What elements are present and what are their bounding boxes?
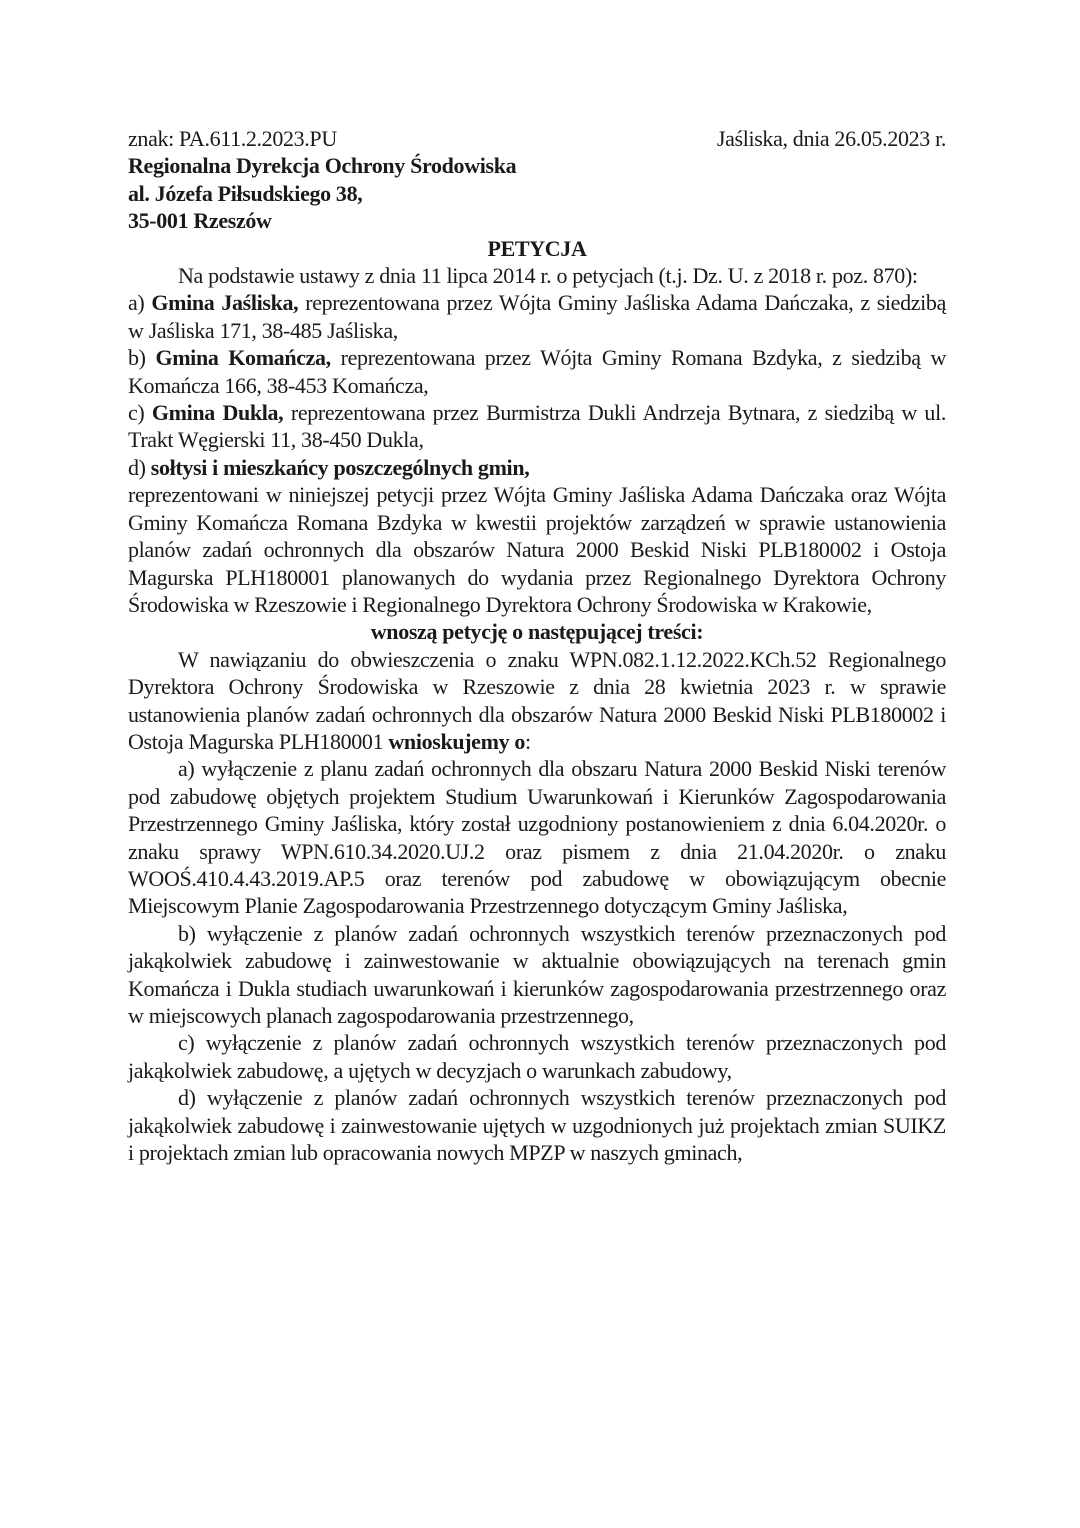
petitioner-marker: a) [128, 290, 152, 316]
place-and-date: Jaśliska, dnia 26.05.2023 r. [716, 126, 946, 151]
document-title: PETYCJA [487, 235, 587, 261]
recipient-city: 35-001 Rzeszów [128, 208, 272, 234]
petitioner-name: Gmina Dukla, [151, 400, 284, 426]
reference-paragraph [128, 646, 946, 756]
petitioner-item-d [128, 454, 946, 481]
request-item-d: d) wyłączenie z planów zadań ochronnych wszystkich terenów przeznaczonych pod jakąkolwiek zabudowę i zainwestowanie ujętych w uzgodnionych już projektach zmian SUIKZ i projektach zmian lub opracowania nowych MPZP w naszych gminach, [128, 1085, 946, 1166]
reference-emphasis: wnioskujemy o [388, 728, 526, 754]
request-item-a: a) wyłączenie z planu zadań ochronnych dla obszaru Natura 2000 Beskid Niski terenów pod zabudowę objętych projektem Studium Uwarunkowań i Kierunków Zagospodarowania Przestrzennego Gminy Jaśliska, który został uzgodniony postanowieniem z dnia 6.04.2020r. o znaku sprawy WPN.610.34.2020.UJ.2 oraz pismem z dnia 21.04.2020r. o znaku WOOŚ.410.4.43.2019.AP.5 oraz terenów pod zabudowę w obowiązującym obecnie Miejscowym Planie Zagospodarowania Przestrzennego dotyczącym Gminy Jaśliska, [128, 756, 946, 919]
document-header [128, 125, 946, 152]
recipient-street: al. Józefa Piłsudskiego 38, [128, 180, 363, 206]
representation-paragraph: reprezentowani w niniejszej petycji przez Wójta Gminy Jaśliska Adama Dańczaka oraz Wójta Gminy Komańcza Romana Bzdyka w kwestii projektów zarządzeń w sprawie ustanowienia planów zadań ochronnych dla obszarów Natura 2000 Beskid Niski PLB180002 i Ostoja Magurska PLH180001 planowanych do wydania przez Regionalnego Dyrektora Ochrony Środowiska w Rzeszowie i Regionalnego Dyrektora Ochrony Środowiska w Krakowie, [128, 482, 946, 617]
legal-basis-paragraph: Na podstawie ustawy z dnia 11 lipca 2014 r. o petycjach (t.j. Dz. U. z 2018 r. poz. 870): [178, 263, 918, 289]
reference-lead: W nawiązaniu do obwieszczenia o znaku WPN.082.1.12.2022.KCh.52 Regionalnego Dyrektora Ochrony Środowiska w Rzeszowie z dnia 28 kwietnia 2023 r. w sprawie ustanowienia planów zadań ochronnych dla obszarów Natura 2000 Beskid Niski PLB180002 i Ostoja Magurska PLH180001 [128, 646, 946, 754]
petitioner-item-c [128, 399, 946, 454]
petitioner-name: Gmina Komańcza, [155, 345, 331, 371]
petitioner-details: reprezentowana przez Wójta Gminy Romana Bzdyka, z siedzibą w Komańcza 166, 38-453 Komańcza, [128, 345, 946, 398]
request-item-b: b) wyłączenie z planów zadań ochronnych wszystkich terenów przeznaczonych pod jakąkolwiek zabudowę i zainwestowanie w aktualnie obowiązujących na terenach gmin Komańcza i Dukla studiach uwarunkowań i kierunków zagospodarowania przestrzennego oraz w miejscowych planach zagospodarowania przestrzennego, [128, 920, 946, 1028]
recipient-name: Regionalna Dyrekcja Ochrony Środowiska [128, 153, 517, 179]
recipient-address-block [128, 152, 946, 234]
petitioner-item-a [128, 289, 946, 344]
petition-heading: wnoszą petycję o następującej treści: [370, 619, 704, 645]
petitioner-marker: b) [128, 345, 156, 371]
petitioner-details: reprezentowana przez Wójta Gminy Jaśliska Adama Dańczaka, z siedzibą w Jaśliska 171, 38-485 Jaśliska, [128, 290, 946, 343]
petitioner-name: Gmina Jaśliska, [151, 290, 299, 316]
reference-tail: : [525, 728, 531, 754]
petitioners-list [128, 289, 946, 481]
petitioner-marker: c) [128, 400, 152, 426]
request-item-c: c) wyłączenie z planów zadań ochronnych wszystkich terenów przeznaczonych pod jakąkolwiek zabudowę, a ujętych w decyzjach o warunkach zabudowy, [128, 1030, 946, 1083]
petitioner-marker: d) [128, 454, 151, 480]
petitioner-name: sołtysi i mieszkańcy poszczególnych gmin, [150, 454, 530, 480]
petitioner-details: reprezentowana przez Burmistrza Dukli Andrzeja Bytnara, z siedzibą w ul. Trakt Węgierski 11, 38-450 Dukla, [128, 400, 946, 453]
reference-number: znak: PA.611.2.2023.PU [128, 126, 337, 151]
petitioner-item-b [128, 344, 946, 399]
